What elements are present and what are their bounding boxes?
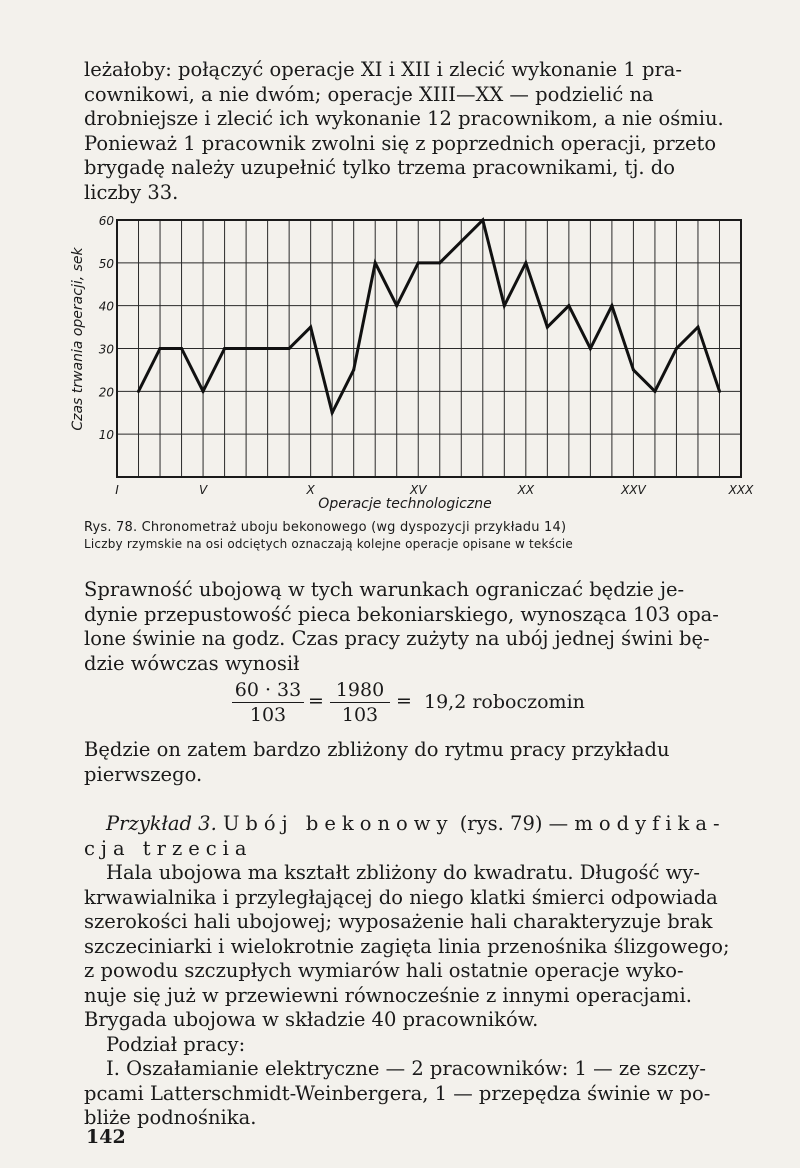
data-point <box>352 368 355 371</box>
equals-sign: = <box>396 690 412 712</box>
denominator: 103 <box>249 704 287 726</box>
x-tick-label: XV <box>410 483 427 497</box>
data-point <box>159 347 162 350</box>
fraction-2 <box>330 678 390 727</box>
text-line: drobniejsze i zlecić ich wykonanie 12 pracownikom, a nie ośmiu. <box>84 107 724 130</box>
paragraph-intro <box>84 58 750 205</box>
y-tick-label: 40 <box>98 299 114 314</box>
x-tick-label: I <box>115 483 119 497</box>
y-tick-label: 60 <box>98 214 114 228</box>
data-point <box>137 390 140 393</box>
x-axis-label: Operacje technologiczne <box>318 496 492 512</box>
data-point <box>331 411 334 414</box>
data-point <box>481 219 484 222</box>
text-line: Hala ubojowa ma kształt zbliżony do kwadratu. Długość wy- <box>106 861 700 884</box>
denominator: 103 <box>341 704 379 726</box>
data-point <box>632 368 635 371</box>
text-line: I. Oszałamianie elektryczne — 2 pracowników: 1 — ze szczy- <box>106 1057 706 1080</box>
paragraph-conclusion <box>84 738 750 787</box>
series-line <box>139 220 720 413</box>
data-point <box>675 347 678 350</box>
text-line: pcami Latterschmidt-Weinbergera, 1 — przepędza świnie w po- <box>84 1081 711 1105</box>
text-line: z powodu szczupłych wymiarów hali ostatnie operacje wyko- <box>84 959 684 982</box>
x-tick-label: X <box>306 483 315 497</box>
x-tick-label: V <box>198 483 208 497</box>
text-line: brygadę należy uzupełnić tylko trzema pracownikami, tj. do <box>84 156 676 179</box>
data-point <box>266 347 269 350</box>
text-line: Sprawność ubojową w tych warunkach ograniczać będzie je- <box>84 578 685 601</box>
text-line: nuje się już w przewiewni równocześnie z innymi operacjami. <box>84 983 692 1007</box>
text-line: Podział pracy: <box>106 1032 246 1056</box>
y-tick-label: 50 <box>98 256 114 271</box>
data-point <box>718 390 721 393</box>
data-point <box>395 304 398 307</box>
data-point <box>180 347 183 350</box>
text-line: liczby 33. <box>84 180 179 204</box>
section-heading <box>84 812 750 837</box>
data-point <box>288 347 291 350</box>
data-point <box>202 390 205 393</box>
x-tick-label: XX <box>517 483 535 497</box>
text-line: pierwszego. <box>84 762 203 786</box>
data-point <box>309 326 312 329</box>
data-point <box>589 347 592 350</box>
data-point <box>524 261 527 264</box>
formula-result: 19,2 roboczomin <box>424 691 585 713</box>
equals-sign: = <box>308 690 324 712</box>
y-tick-label: 30 <box>98 342 114 357</box>
text-line: Brygada ubojowa w składzie 40 pracowników. <box>84 1008 539 1031</box>
paragraph-efficiency <box>84 578 750 676</box>
paragraph-example-3 <box>84 812 750 1131</box>
text-line: dynie przepustowość pieca bekoniarskiego, wynosząca 103 opa- <box>84 602 719 626</box>
data-point <box>653 390 656 393</box>
data-point <box>696 326 699 329</box>
heading-title-cont: modyfika- <box>574 812 726 835</box>
heading-reference: (rys. 79) — <box>459 812 569 835</box>
timing-chart <box>60 205 760 525</box>
text-line: leżałoby: połączyć operacje XI i XII i zlecić wykonanie 1 pra- <box>84 58 682 81</box>
text-line: dzie wówczas wynosił <box>84 651 300 675</box>
text-line: szczeciniarki i wielokrotnie zagięta linia przenośnika ślizgowego; <box>84 934 730 958</box>
heading-label: Przykład 3. <box>106 812 217 835</box>
data-point <box>438 261 441 264</box>
data-point <box>417 261 420 264</box>
x-tick-label: XXV <box>621 483 646 497</box>
heading-title: Ubój bekonowy <box>223 812 454 835</box>
text-line: cownikowi, a nie dwóm; operacje XIII—XX — podzielić na <box>84 82 654 106</box>
data-point <box>610 304 613 307</box>
y-tick-label: 10 <box>98 428 114 443</box>
numerator: 1980 <box>335 679 385 701</box>
text-line: Ponieważ 1 pracownik zwolni się z poprzednich operacji, przeto <box>84 131 717 155</box>
chart-grid <box>117 220 741 477</box>
text-line: Będzie on zatem bardzo zbliżony do rytmu pracy przykładu <box>84 738 670 761</box>
x-tick-label: XXX <box>728 483 754 497</box>
y-tick-label: 20 <box>98 385 114 400</box>
heading-line-2: cja trzecia <box>84 836 253 860</box>
y-axis-label: Czas trwania operacji, sek <box>70 247 86 431</box>
x-tick-labels <box>115 483 754 497</box>
text-line: szerokości hali ubojowej; wyposażenie hali charakteryzuje brak <box>84 910 713 933</box>
figure-caption-note: Liczby rzymskie na osi odciętych oznaczają kolejne operacje opisane w tekście <box>84 537 573 551</box>
text-line: bliże podnośnika. <box>84 1106 257 1129</box>
text-line: lone świnie na godz. Czas pracy zużyty na ubój jednej świni bę- <box>84 627 710 650</box>
page-number: 142 <box>86 1126 126 1148</box>
text-line: krwawialnika i przyległającej do niego klatki śmierci odpowiada <box>84 885 718 909</box>
figure-caption: Rys. 78. Chronometraż uboju bekonowego (wg dyspozycji przykładu 14) <box>84 520 567 535</box>
numerator: 60 · 33 <box>234 679 302 701</box>
data-point <box>503 304 506 307</box>
data-point <box>245 347 248 350</box>
fraction-1 <box>232 678 304 727</box>
data-point <box>460 240 463 243</box>
data-point <box>374 261 377 264</box>
y-tick-labels <box>99 214 115 442</box>
data-point <box>567 304 570 307</box>
data-point <box>223 347 226 350</box>
data-point <box>546 326 549 329</box>
